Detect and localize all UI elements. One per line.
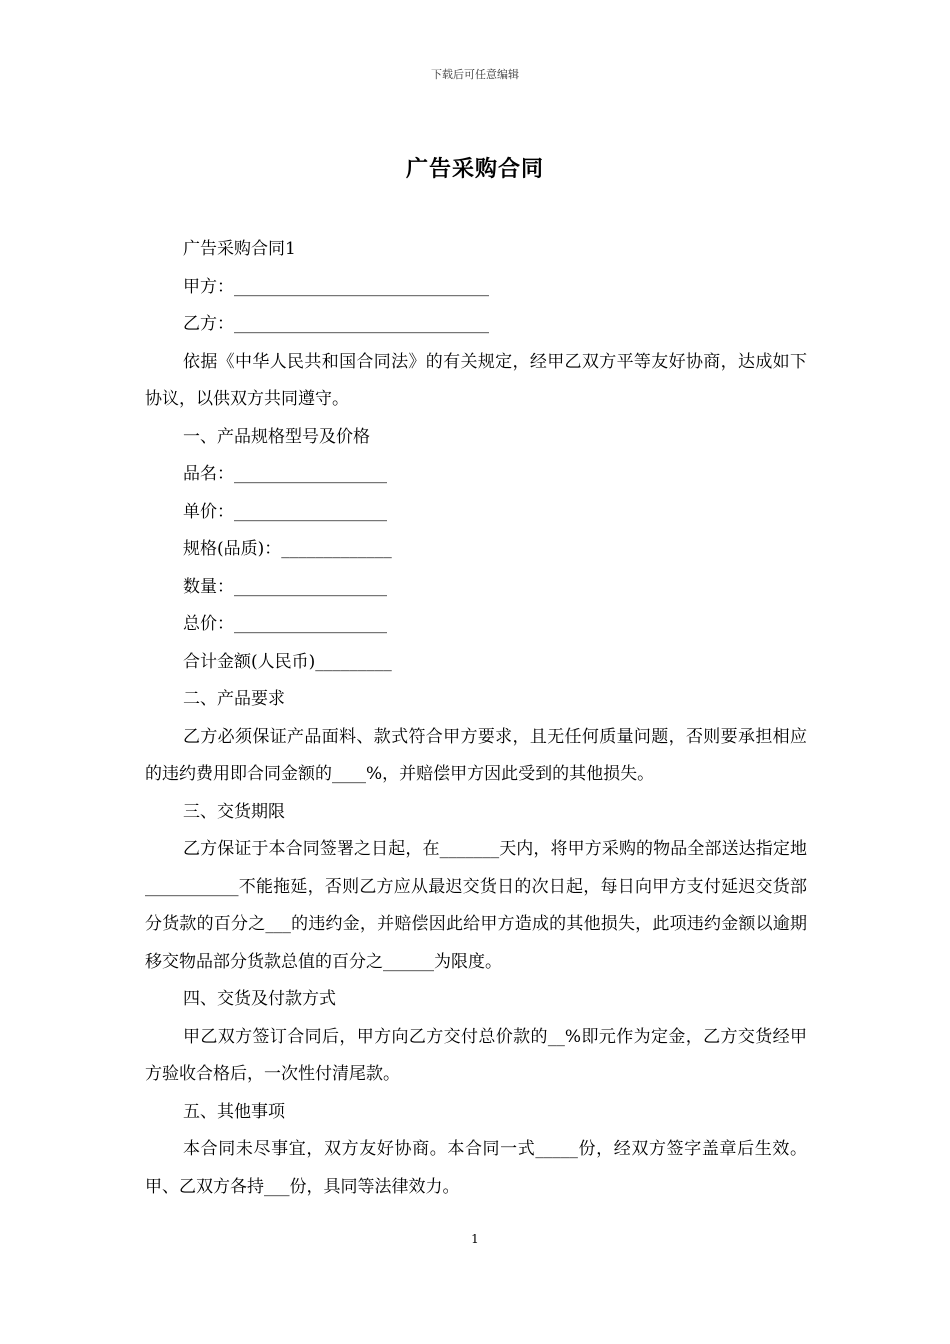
document-title: 广告采购合同 — [405, 156, 544, 182]
preamble-paragraph: 依据《中华人民共和国合同法》的有关规定，经甲乙双方平等友好协商，达成如下协议，以供双方共同遵守。 — [145, 351, 807, 409]
total-price-line: 总价：__________________ — [183, 614, 387, 634]
delivery-deadline-paragraph: 乙方保证于本合同签署之日起，在_______天内，将甲方采购的物品全部送达指定地___________不能拖延，否则乙方应从最迟交货日的次日起，每日向甲方支付延迟交货部分货款的百分之___的违约金，并赔偿因此给甲方造成的其他损失，此项违约金额以逾期移交物品部分货款总值的百分之______为限度。 — [145, 839, 807, 972]
party-b-line: 乙方：______________________________ — [183, 314, 489, 334]
quantity-line: 数量：__________________ — [183, 576, 387, 597]
section-2-heading: 二、产品要求 — [183, 689, 285, 709]
section-5-heading: 五、其他事项 — [183, 1101, 285, 1122]
page-header: 下载后可任意编辑 — [431, 68, 519, 81]
other-matters-paragraph: 本合同未尽事宜，双方友好协商。本合同一式_____份，经双方签字盖章后生效。甲、乙双方各持___份，具同等法律效力。 — [145, 1139, 807, 1197]
document-body — [145, 231, 807, 1206]
unit-price-line: 单价：__________________ — [183, 501, 387, 522]
page-number: 1 — [471, 1232, 479, 1246]
party-a-line: 甲方：______________________________ — [183, 276, 489, 297]
contract-subtitle: 广告采购合同1 — [183, 239, 296, 259]
product-name-line: 品名：__________________ — [183, 464, 387, 484]
section-4-heading: 四、交货及付款方式 — [183, 989, 336, 1009]
section-1-heading: 一、产品规格型号及价格 — [183, 426, 370, 447]
total-amount-line: 合计金额(人民币)_________ — [183, 651, 392, 672]
specification-line: 规格(品质)：_____________ — [183, 539, 392, 559]
product-requirements-paragraph: 乙方必须保证产品面料、款式符合甲方要求，且无任何质量问题，否则要承担相应的违约费用即合同金额的____%，并赔偿甲方因此受到的其他损失。 — [145, 726, 807, 784]
payment-paragraph: 甲乙双方签订合同后，甲方向乙方交付总价款的__%即元作为定金，乙方交货经甲方验收合格后，一次性付清尾款。 — [145, 1026, 807, 1084]
section-3-heading: 三、交货期限 — [183, 801, 285, 822]
